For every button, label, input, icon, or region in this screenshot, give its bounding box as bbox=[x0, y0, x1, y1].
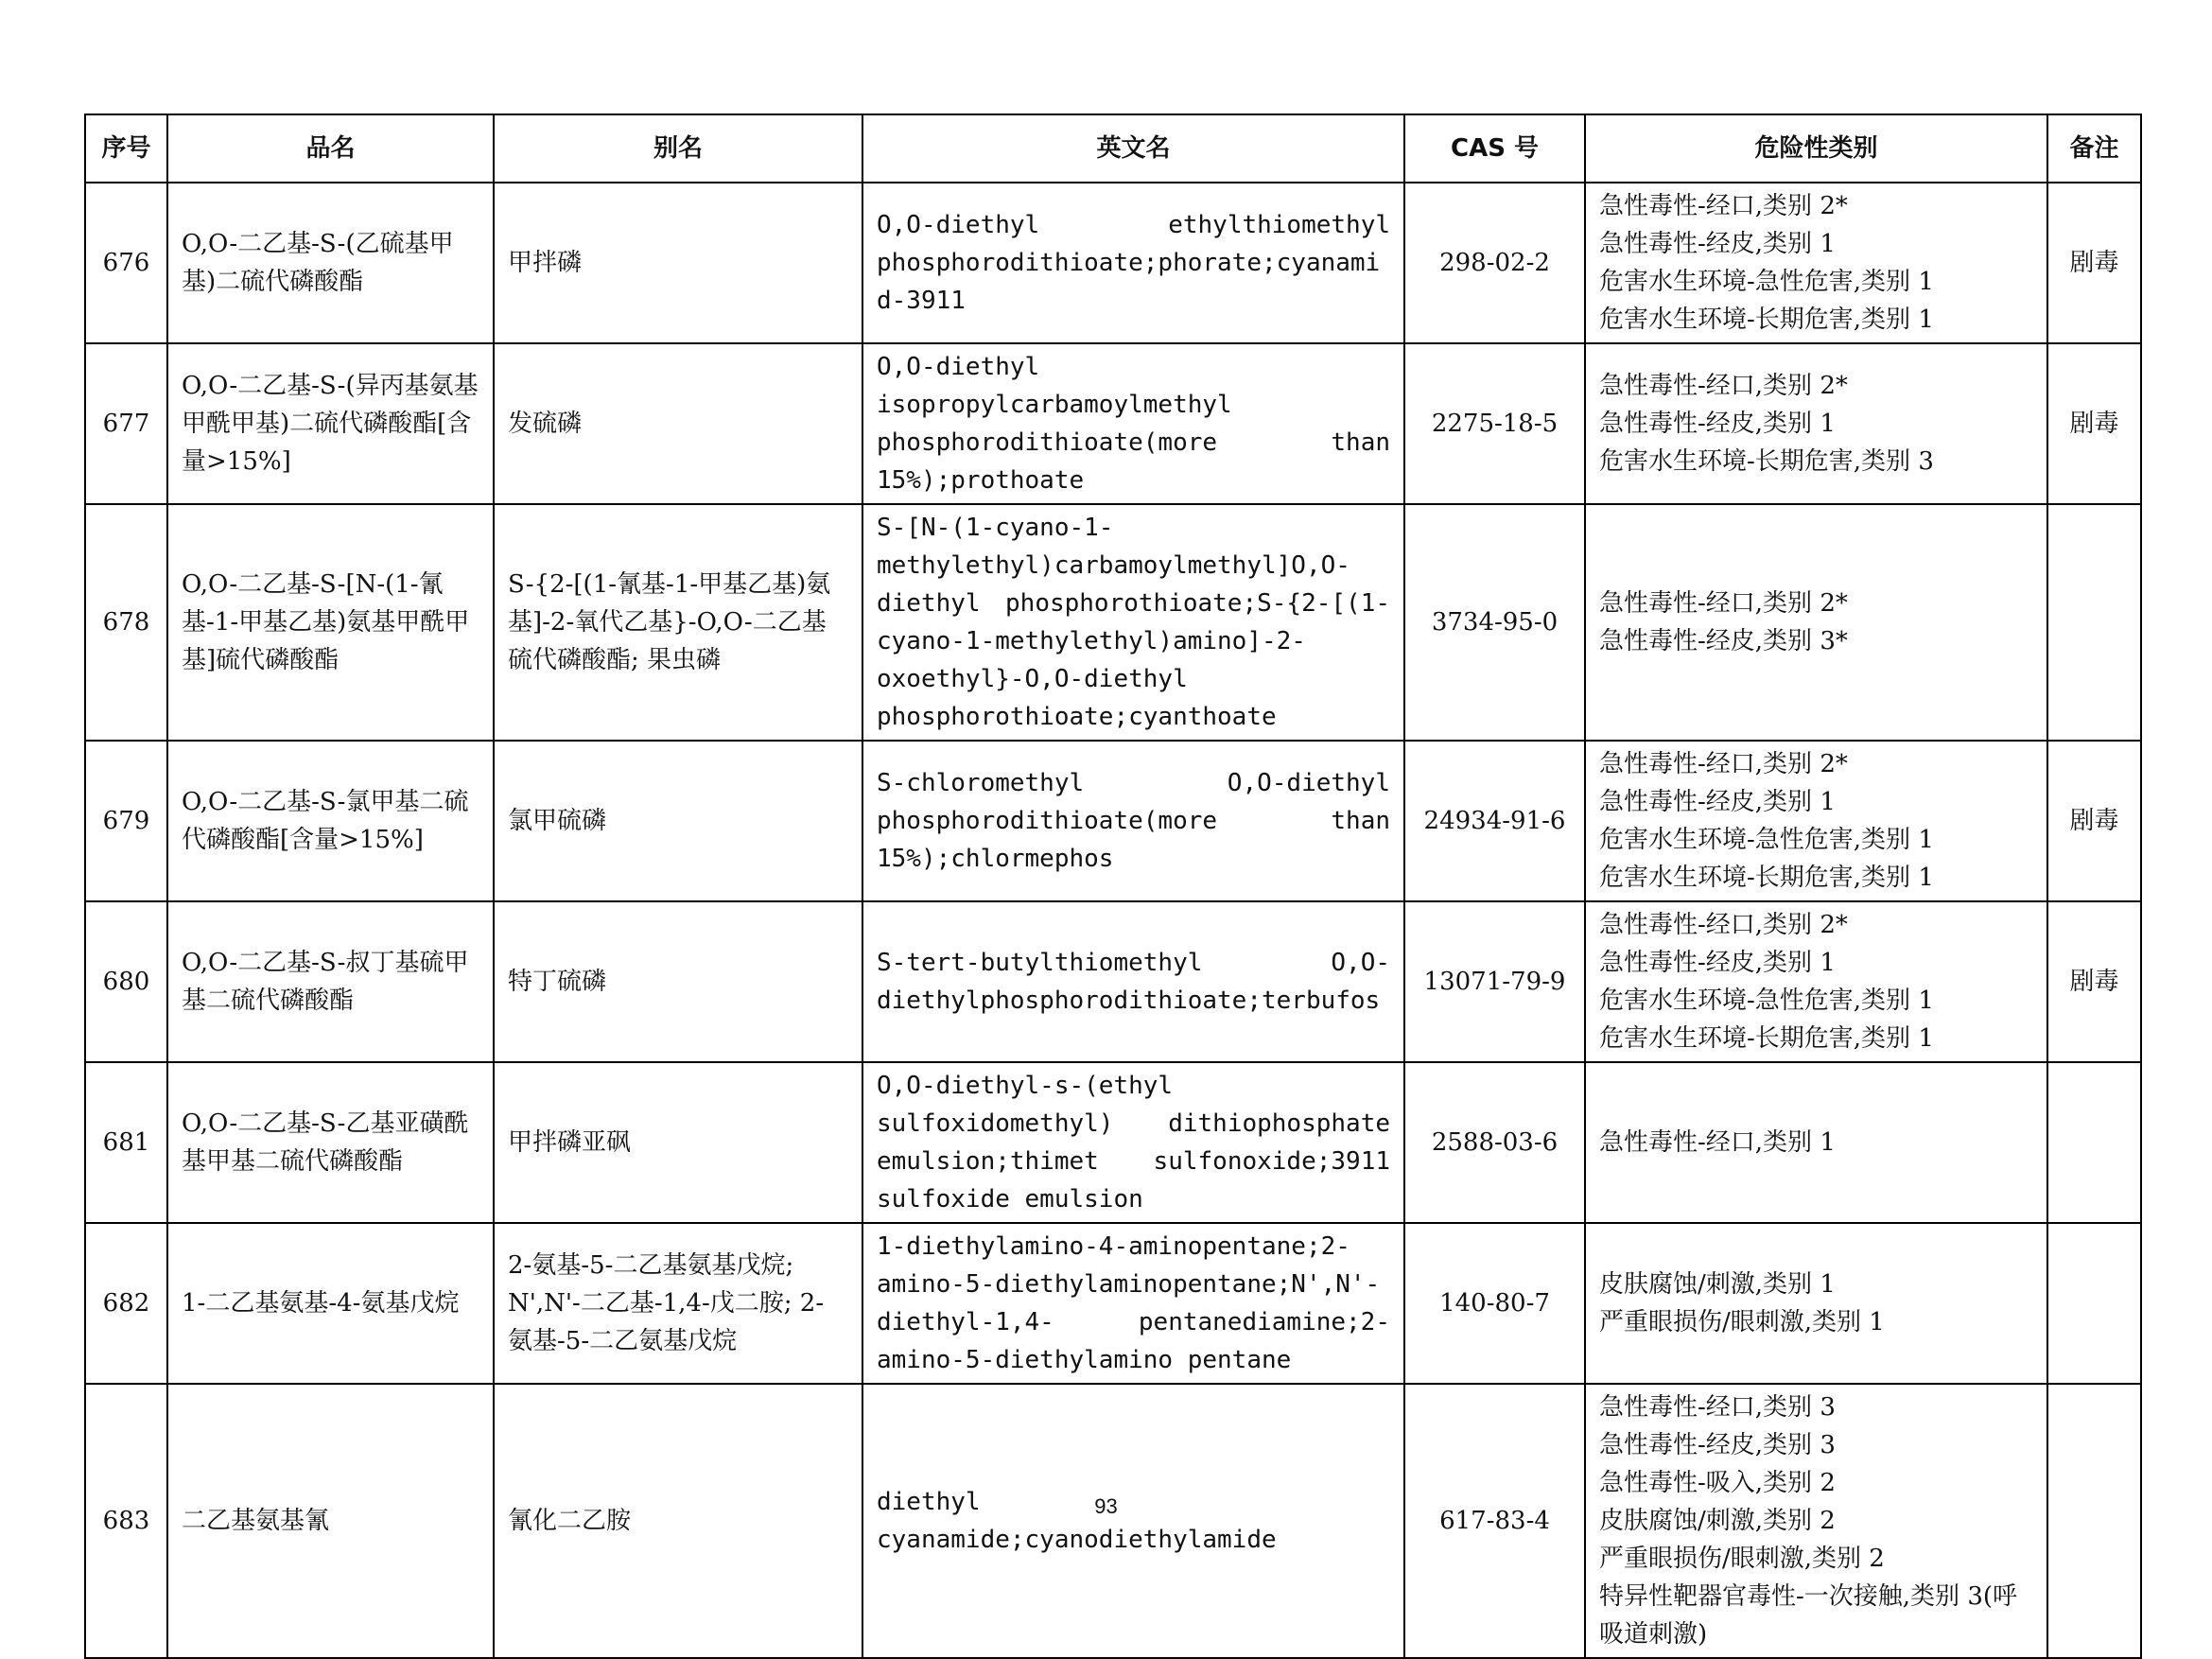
hazard-item: 急性毒性-经口,类别 2* bbox=[1599, 750, 1848, 778]
cell-english: S-tert-butylthiomethyl O,O-diethylphosphorodithioate;terbufos bbox=[862, 901, 1404, 1062]
cell-alias: 2-氨基-5-二乙基氨基戊烷; N',N'-二乙基-1,4-戊二胺; 2-氨基-5-二乙氨基戊烷 bbox=[494, 1223, 862, 1384]
hazard-item: 急性毒性-经口,类别 1 bbox=[1599, 1128, 1836, 1157]
cell-seq: 678 bbox=[85, 504, 167, 741]
cell-alias: 氯甲硫磷 bbox=[494, 741, 862, 901]
cell-name: 1-二乙基氨基-4-氨基戊烷 bbox=[167, 1223, 494, 1384]
cell-hazard bbox=[1585, 504, 2047, 741]
cell-note: 剧毒 bbox=[2047, 343, 2141, 504]
header-english: 英文名 bbox=[862, 114, 1404, 183]
cell-alias: 甲拌磷 bbox=[494, 183, 862, 343]
cell-seq: 681 bbox=[85, 1062, 167, 1223]
cell-alias: 发硫磷 bbox=[494, 343, 862, 504]
cell-seq: 682 bbox=[85, 1223, 167, 1384]
hazard-item: 危害水生环境-长期危害,类别 1 bbox=[1599, 864, 1934, 892]
cell-english: diethyl cyanamide;cyanodiethylamide bbox=[862, 1384, 1404, 1658]
hazard-item: 急性毒性-经皮,类别 3* bbox=[1599, 627, 1848, 655]
header-row bbox=[85, 114, 2141, 183]
cell-name: O,O-二乙基-S-氯甲基二硫代磷酸酯[含量>15%] bbox=[167, 741, 494, 901]
header-hazard: 危险性类别 bbox=[1585, 114, 2047, 183]
cell-note: 剧毒 bbox=[2047, 183, 2141, 343]
cell-note: 剧毒 bbox=[2047, 741, 2141, 901]
header-seq: 序号 bbox=[85, 114, 167, 183]
hazard-item: 急性毒性-经口,类别 2* bbox=[1599, 192, 1848, 220]
header-cas: CAS 号 bbox=[1404, 114, 1585, 183]
hazard-item: 危害水生环境-急性危害,类别 1 bbox=[1599, 826, 1934, 854]
cell-seq: 679 bbox=[85, 741, 167, 901]
cell-note bbox=[2047, 504, 2141, 741]
table-row bbox=[85, 343, 2141, 504]
hazard-item: 危害水生环境-长期危害,类别 1 bbox=[1599, 306, 1934, 334]
table-row bbox=[85, 504, 2141, 741]
hazard-item: 急性毒性-经口,类别 2* bbox=[1599, 589, 1848, 618]
cell-english: O,O-diethyl isopropylcarbamoylmethyl phosphorodithioate(more than 15%);prothoate bbox=[862, 343, 1404, 504]
cell-hazard bbox=[1585, 741, 2047, 901]
cell-name: O,O-二乙基-S-乙基亚磺酰基甲基二硫代磷酸酯 bbox=[167, 1062, 494, 1223]
cell-note: 剧毒 bbox=[2047, 901, 2141, 1062]
cell-name: O,O-二乙基-S-(乙硫基甲基)二硫代磷酸酯 bbox=[167, 183, 494, 343]
hazard-item: 急性毒性-经皮,类别 3 bbox=[1599, 1431, 1836, 1459]
cell-alias: S-{2-[(1-氰基-1-甲基乙基)氨基]-2-氧代乙基}-O,O-二乙基硫代磷酸酯; 果虫磷 bbox=[494, 504, 862, 741]
chemical-table bbox=[84, 114, 2142, 1659]
cell-name: 二乙基氨基氰 bbox=[167, 1384, 494, 1658]
hazard-item: 严重眼损伤/眼刺激,类别 2 bbox=[1599, 1545, 1885, 1573]
hazard-item: 危害水生环境-急性危害,类别 1 bbox=[1599, 268, 1934, 296]
cell-note bbox=[2047, 1384, 2141, 1658]
hazard-item: 特异性靶器官毒性-一次接触,类别 3(呼吸道刺激) bbox=[1599, 1582, 2018, 1649]
cell-seq: 676 bbox=[85, 183, 167, 343]
cell-english: 1-diethylamino-4-aminopentane;2-amino-5-diethylaminopentane;N',N'-diethyl-1,4- pentanediamine;2-amino-5-diethylamino pentane bbox=[862, 1223, 1404, 1384]
cell-cas: 2588-03-6 bbox=[1404, 1062, 1585, 1223]
hazard-item: 严重眼损伤/眼刺激,类别 1 bbox=[1599, 1308, 1885, 1336]
cell-alias: 甲拌磷亚砜 bbox=[494, 1062, 862, 1223]
cell-hazard bbox=[1585, 183, 2047, 343]
page-number: 93 bbox=[1094, 1494, 1118, 1518]
cell-seq: 683 bbox=[85, 1384, 167, 1658]
cell-name: O,O-二乙基-S-[N-(1-氰基-1-甲基乙基)氨基甲酰甲基]硫代磷酸酯 bbox=[167, 504, 494, 741]
table-row bbox=[85, 901, 2141, 1062]
hazard-item: 急性毒性-经皮,类别 1 bbox=[1599, 230, 1836, 258]
table-row bbox=[85, 183, 2141, 343]
cell-cas: 3734-95-0 bbox=[1404, 504, 1585, 741]
hazard-item: 皮肤腐蚀/刺激,类别 1 bbox=[1599, 1270, 1836, 1299]
hazard-item: 皮肤腐蚀/刺激,类别 2 bbox=[1599, 1507, 1836, 1535]
hazard-item: 急性毒性-经口,类别 2* bbox=[1599, 911, 1848, 939]
cell-hazard bbox=[1585, 1062, 2047, 1223]
cell-english: O,O-diethyl-s-(ethyl sulfoxidomethyl) dithiophosphate emulsion;thimet sulfonoxide;3911 sulfoxide emulsion bbox=[862, 1062, 1404, 1223]
cell-name: O,O-二乙基-S-(异丙基氨基甲酰甲基)二硫代磷酸酯[含量>15%] bbox=[167, 343, 494, 504]
cell-cas: 298-02-2 bbox=[1404, 183, 1585, 343]
table-row bbox=[85, 1223, 2141, 1384]
cell-seq: 677 bbox=[85, 343, 167, 504]
cell-hazard bbox=[1585, 901, 2047, 1062]
cell-seq: 680 bbox=[85, 901, 167, 1062]
hazard-item: 急性毒性-经皮,类别 1 bbox=[1599, 949, 1836, 977]
hazard-item: 急性毒性-吸入,类别 2 bbox=[1599, 1469, 1836, 1497]
cell-cas: 140-80-7 bbox=[1404, 1223, 1585, 1384]
cell-note bbox=[2047, 1223, 2141, 1384]
header-note: 备注 bbox=[2047, 114, 2141, 183]
hazard-item: 急性毒性-经皮,类别 1 bbox=[1599, 788, 1836, 816]
table-row bbox=[85, 1062, 2141, 1223]
hazard-item: 急性毒性-经口,类别 3 bbox=[1599, 1393, 1836, 1422]
cell-name: O,O-二乙基-S-叔丁基硫甲基二硫代磷酸酯 bbox=[167, 901, 494, 1062]
hazard-item: 急性毒性-经皮,类别 1 bbox=[1599, 410, 1836, 438]
hazard-item: 急性毒性-经口,类别 2* bbox=[1599, 372, 1848, 400]
hazard-item: 危害水生环境-长期危害,类别 3 bbox=[1599, 447, 1934, 476]
cell-hazard bbox=[1585, 1223, 2047, 1384]
cell-hazard bbox=[1585, 343, 2047, 504]
hazard-item: 危害水生环境-急性危害,类别 1 bbox=[1599, 987, 1934, 1015]
hazard-item: 危害水生环境-长期危害,类别 1 bbox=[1599, 1024, 1934, 1053]
cell-english: O,O-diethyl ethylthiomethyl phosphorodithioate;phorate;cyanamid-3911 bbox=[862, 183, 1404, 343]
cell-alias: 特丁硫磷 bbox=[494, 901, 862, 1062]
cell-english: S-chloromethyl O,O-diethyl phosphorodithioate(more than 15%);chlormephos bbox=[862, 741, 1404, 901]
cell-cas: 617-83-4 bbox=[1404, 1384, 1585, 1658]
header-alias: 别名 bbox=[494, 114, 862, 183]
cell-hazard bbox=[1585, 1384, 2047, 1658]
cell-alias: 氰化二乙胺 bbox=[494, 1384, 862, 1658]
cell-note bbox=[2047, 1062, 2141, 1223]
table-row bbox=[85, 1384, 2141, 1658]
table-body bbox=[85, 183, 2141, 1658]
cell-cas: 13071-79-9 bbox=[1404, 901, 1585, 1062]
cell-cas: 24934-91-6 bbox=[1404, 741, 1585, 901]
header-name: 品名 bbox=[167, 114, 494, 183]
cell-english: S-[N-(1-cyano-1-methylethyl)carbamoylmethyl]O,O-diethyl phosphorothioate;S-{2-[(1-cyano-1-methylethyl)amino]-2-oxoethyl}-O,O-diethyl phosphorothioate;cyanthoate bbox=[862, 504, 1404, 741]
table-row bbox=[85, 741, 2141, 901]
cell-cas: 2275-18-5 bbox=[1404, 343, 1585, 504]
